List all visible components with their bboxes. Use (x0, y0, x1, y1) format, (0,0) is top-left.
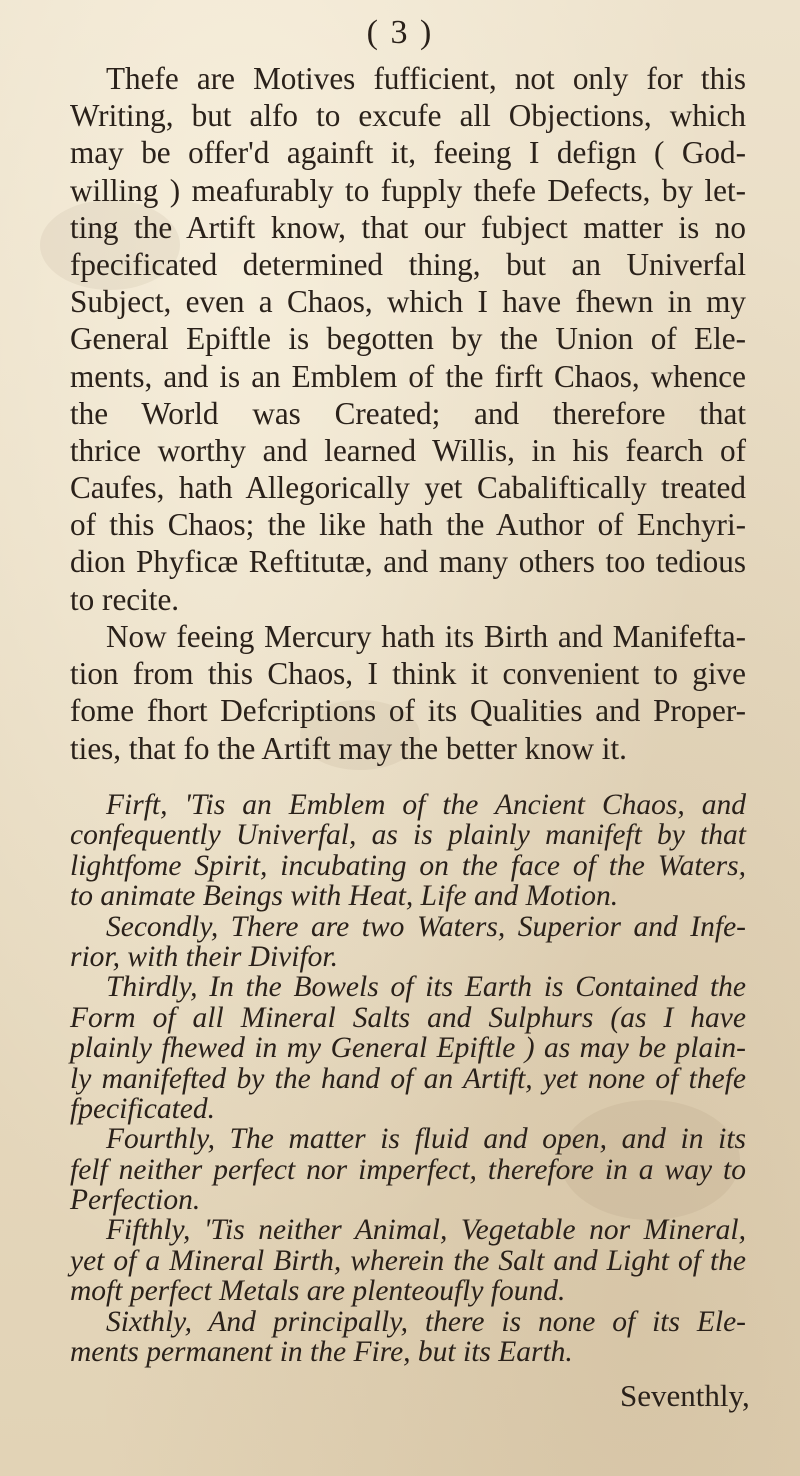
paragraph-mercury (70, 618, 746, 767)
text-line: Sixthly, And principally, there is none of its Ele- (106, 1305, 746, 1338)
text-line: the World was Created; and therefore that (70, 395, 746, 431)
text-line: ly manifefted by the hand of an Artift, yet none of thefe (70, 1062, 746, 1095)
paragraph-motives (70, 60, 746, 618)
text-line: Perfection. (70, 1184, 201, 1217)
text-line: fpecificated determined thing, but an Univerfal (70, 246, 746, 282)
text-line: confequently Univerfal, as is plainly manifeft by that (70, 819, 746, 852)
text-line: ments, and is an Emblem of the firft Chaos, whence (70, 358, 746, 394)
text-line: thrice worthy and learned Willis, in his fearch of (70, 432, 746, 468)
text-line: may be offer'd againft it, feeing I defign ( God- (70, 135, 746, 171)
text-line: Thirdly, In the Bowels of its Earth is Contained the (106, 971, 746, 1004)
text-line: moft perfect Metals are plenteoufly found. (70, 1275, 566, 1308)
text-line: ties, that fo the Artift may the better know it. (70, 730, 627, 766)
text-line: Caufes, hath Allegorically yet Cabaliftically treated (70, 470, 746, 506)
text-line: Now feeing Mercury hath its Birth and Manifefta- (106, 619, 746, 654)
text-line: General Epiftle is begotten by the Union of Ele- (70, 321, 746, 357)
text-line: felf neither perfect nor imperfect, therefore in a way to (70, 1153, 746, 1186)
text-line: yet of a Mineral Birth, wherein the Salt and Light of the (70, 1244, 746, 1277)
text-line: Secondly, There are two Waters, Superior and Infe- (106, 910, 746, 943)
text-line: ments permanent in the Fire, but its Earth. (70, 1336, 573, 1369)
text-line: to animate Beings with Heat, Life and Motion. (70, 880, 619, 913)
text-line: lightfome Spirit, incubating on the face of the Waters, (70, 849, 746, 882)
text-line: ting the Artift know, that our fubject matter is no (70, 209, 746, 245)
text-line: Fourthly, The matter is fluid and open, and in its (106, 1123, 746, 1156)
page-number: ( 3 ) (366, 14, 434, 51)
text-line: willing ) meafurably to fupply thefe Defects, by let- (70, 172, 746, 208)
text-line: Writing, but alfo to excufe all Objections, which (70, 98, 746, 134)
text-line: Fifthly, 'Tis neither Animal, Vegetable nor Mineral, (106, 1214, 746, 1247)
text-line: Form of all Mineral Salts and Sulphurs (as I have (70, 1001, 746, 1034)
text-line: Subject, even a Chaos, which I have fhewn in my (70, 284, 746, 320)
text-line: plainly fhewed in my General Epiftle ) as may be plain- (70, 1032, 746, 1065)
text-line: rior, with their Divifor. (70, 940, 338, 973)
text-line: tion from this Chaos, I think it convenient to give (70, 656, 746, 692)
qualities-list (70, 790, 746, 1367)
text-line: fome fhort Defcriptions of its Qualities and Proper- (70, 693, 746, 729)
text-line: dion Phyficæ Reftitutæ, and many others too tedious (70, 544, 746, 580)
text-line: fpecificated. (70, 1092, 215, 1125)
text-line: of this Chaos; the like hath the Author of Enchyri- (70, 507, 746, 543)
text-line: Thefe are Motives fufficient, not only for this (106, 61, 746, 96)
text-line: Firft, 'Tis an Emblem of the Ancient Chaos, and (106, 789, 746, 821)
text-line: to recite. (70, 581, 180, 617)
catchword: Seventhly, (620, 1378, 750, 1413)
